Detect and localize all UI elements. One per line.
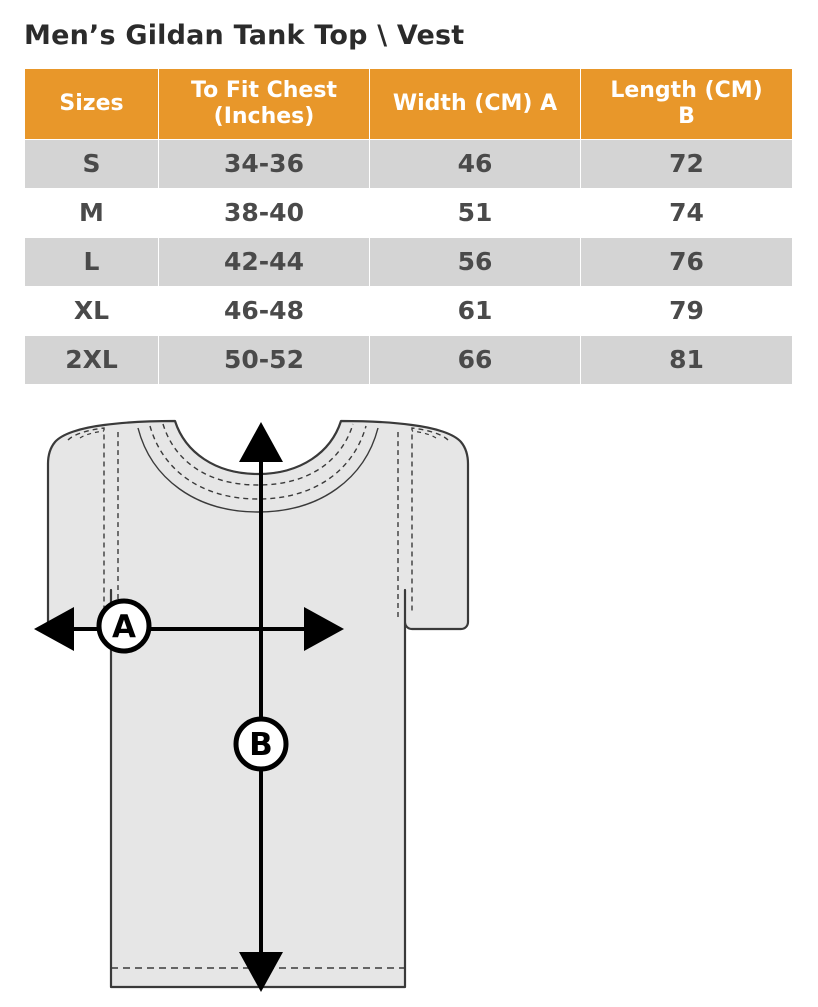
cell-width: 61: [370, 286, 581, 335]
cell-size: S: [25, 139, 159, 188]
cell-length: 74: [581, 188, 793, 237]
cell-size: M: [25, 188, 159, 237]
tank-top-illustration: [48, 421, 468, 987]
table-row: [25, 335, 793, 384]
table-row: [25, 139, 793, 188]
column-header-width: [370, 69, 581, 140]
size-chart-table: [24, 68, 793, 385]
column-header-sizes: [25, 69, 159, 140]
column-header-width-line1: Width (CM) A: [392, 90, 558, 116]
cell-length: 76: [581, 237, 793, 286]
column-header-length: [581, 69, 793, 140]
column-header-length-line2: B: [678, 103, 695, 129]
page-title: Men’s Gildan Tank Top \ Vest: [24, 20, 465, 51]
table-header-row: [25, 69, 793, 140]
cell-width: 56: [370, 237, 581, 286]
marker-a-label: A: [112, 609, 136, 645]
cell-width: 46: [370, 139, 581, 188]
cell-chest: 50-52: [159, 335, 370, 384]
cell-chest: 42-44: [159, 237, 370, 286]
table-header: [25, 69, 793, 140]
table-row: [25, 188, 793, 237]
marker-b-label: B: [249, 727, 273, 763]
cell-length: 72: [581, 139, 793, 188]
cell-width: 66: [370, 335, 581, 384]
table-row: [25, 237, 793, 286]
garment-diagram: [0, 412, 818, 1007]
cell-chest: 38-40: [159, 188, 370, 237]
column-header-chest-line1: To Fit Chest: [191, 78, 337, 103]
column-header-sizes-line1: Sizes: [59, 90, 124, 116]
cell-width: 51: [370, 188, 581, 237]
cell-size: 2XL: [25, 335, 159, 384]
cell-length: 81: [581, 335, 793, 384]
table-row: [25, 286, 793, 335]
cell-size: XL: [25, 286, 159, 335]
cell-length: 79: [581, 286, 793, 335]
cell-chest: 46-48: [159, 286, 370, 335]
column-header-length-line1: Length (CM): [610, 78, 763, 103]
column-header-chest: [159, 69, 370, 140]
cell-size: L: [25, 237, 159, 286]
column-header-chest-line2: (Inches): [213, 103, 315, 129]
cell-chest: 34-36: [159, 139, 370, 188]
table-body: [25, 139, 793, 384]
